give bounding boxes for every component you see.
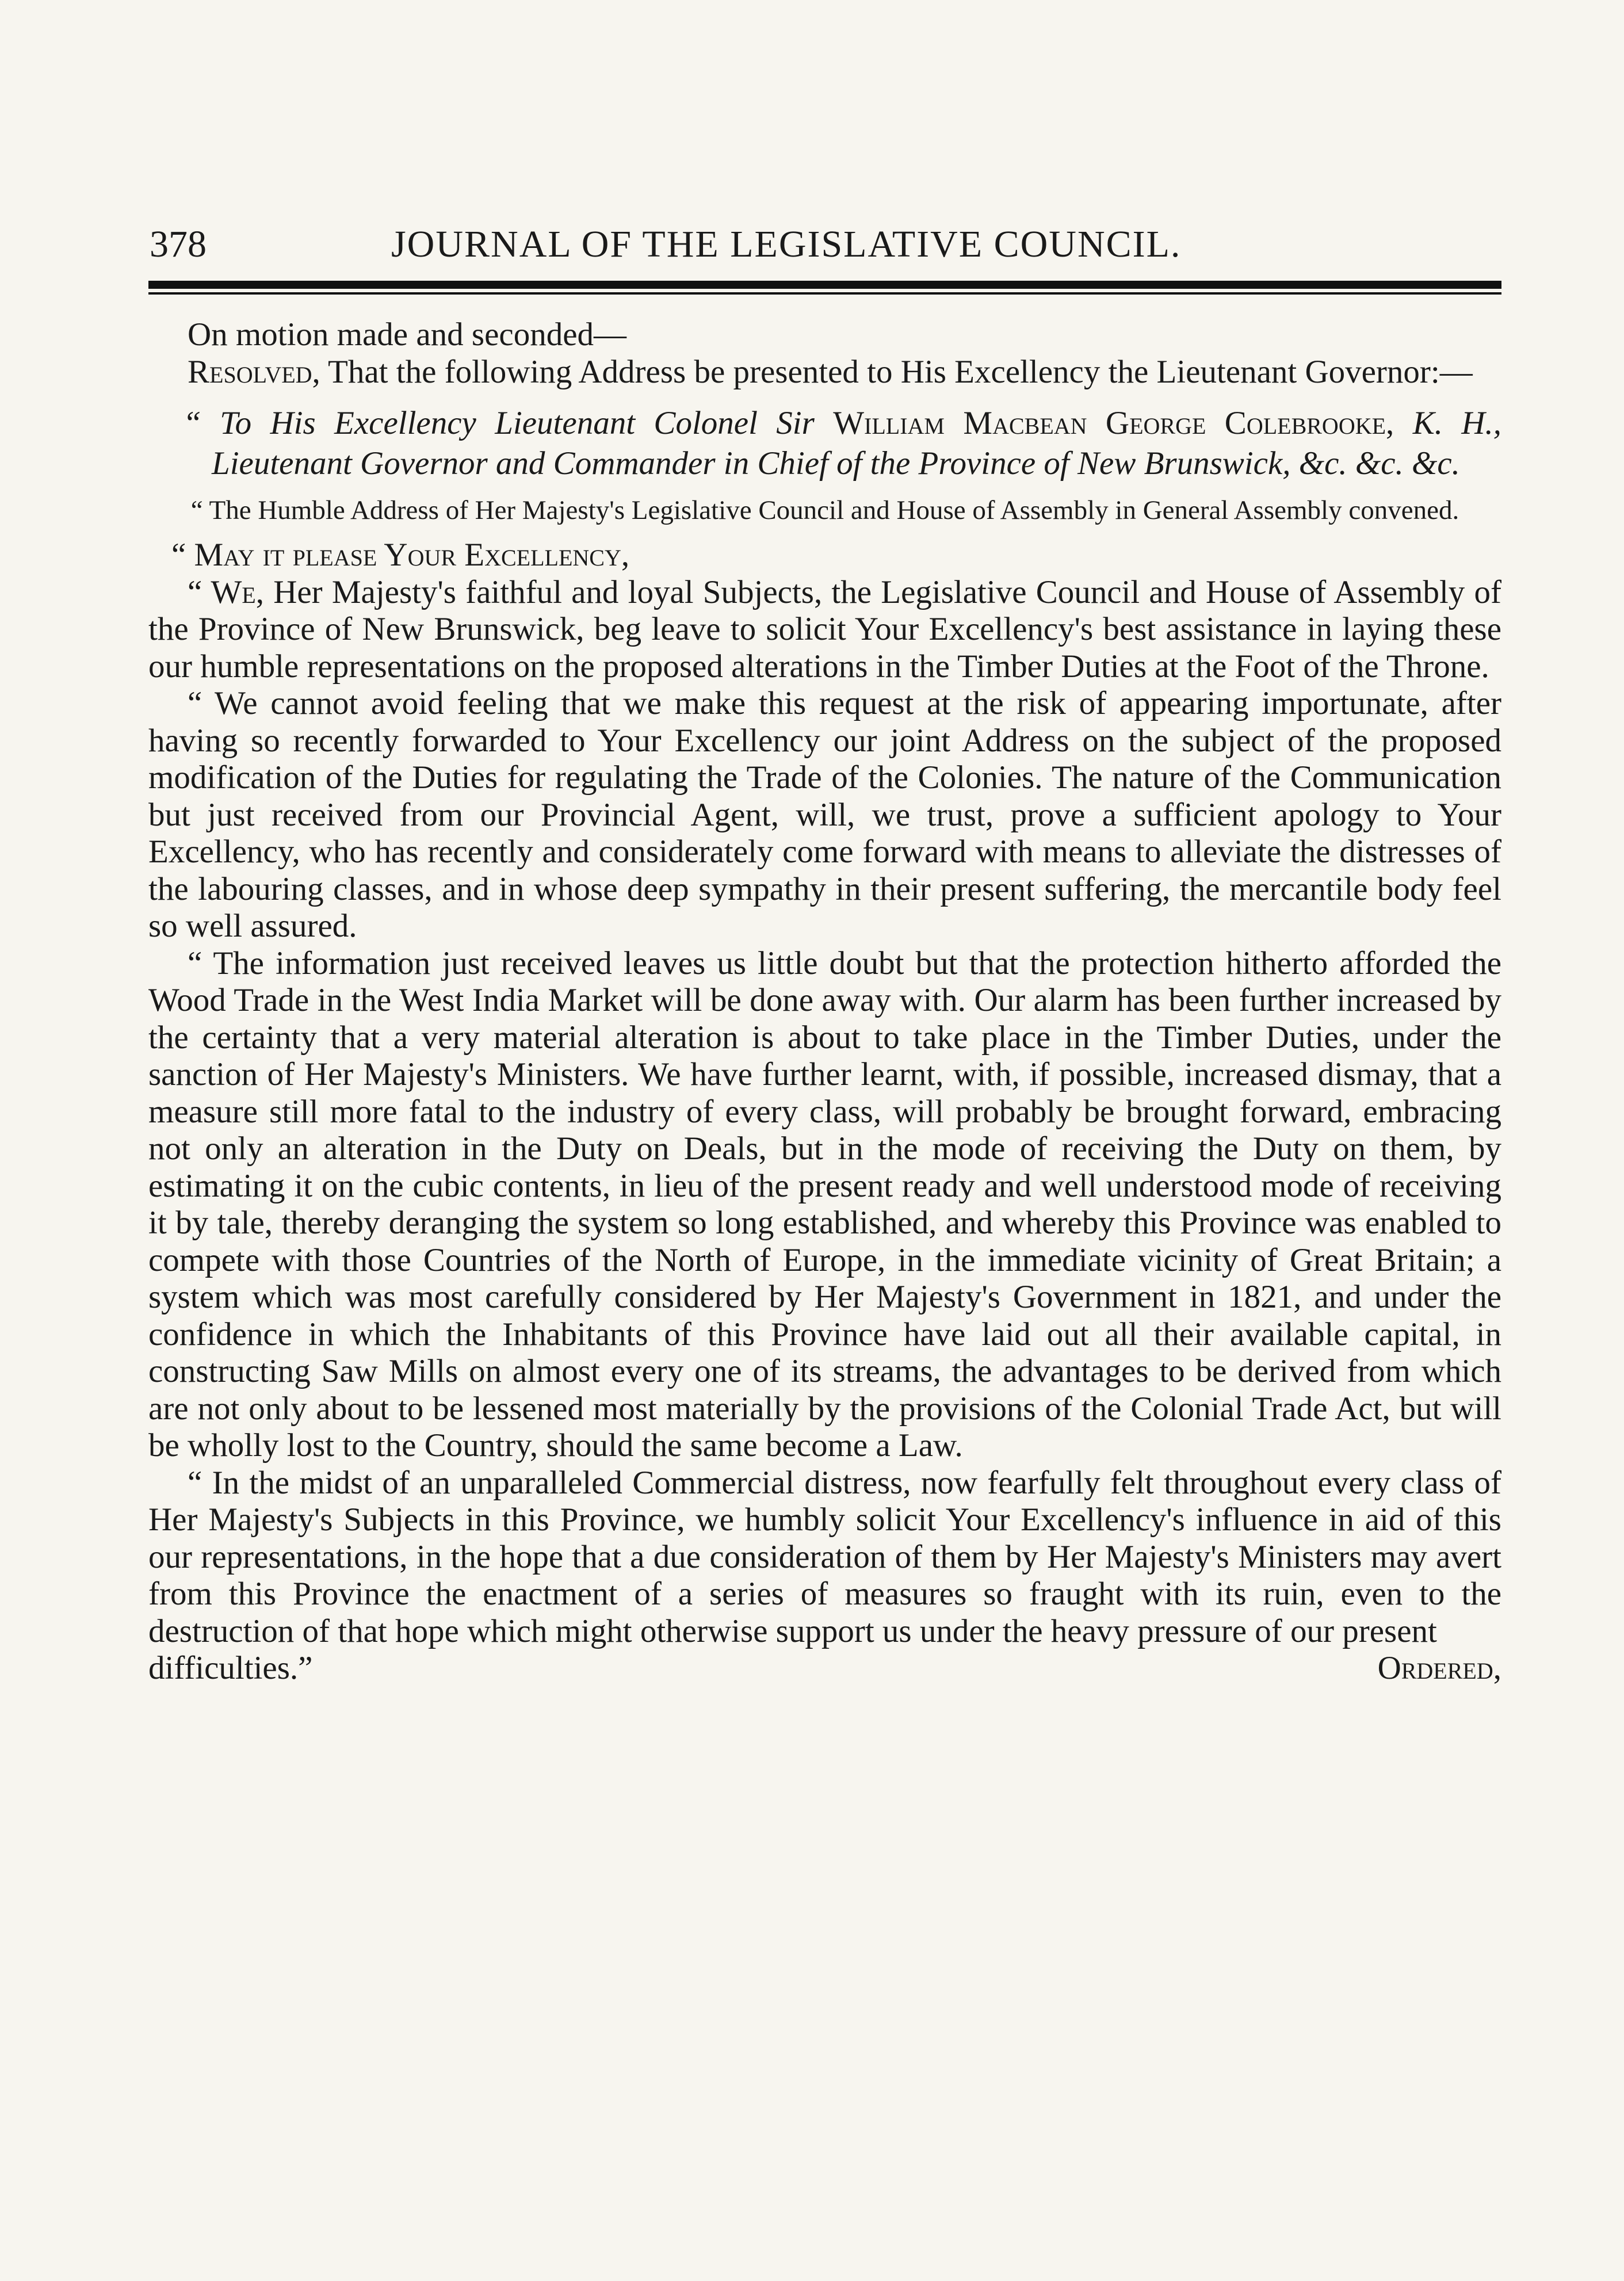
paragraph-3: “ The information just received leaves us little doubt but that the protection hitherto afforded the Wood Trade in the West India Market will be done away with. Our alarm has been further increased by the certainty that a very material alteration is about to take place in the Timber Duties, under the sanction of Her Majesty's Ministers. We have further learnt, with, if possible, increased dismay, that a measure still more fatal to the industry of every class, will probably be brought forward, embracing not only an alteration in the Duty on Deals, but in the mode of receiving the Duty on them, by estimating it on the cubic contents, in lieu of the present ready and well understood mode of receiving it by tale, thereby deranging the system so long established, and whereby this Province was enabled to compete with those Countries of the North of Europe, in the immediate vicinity of Great Britain; a system which was most carefully considered by Her Majesty's Government in 1821, and under the confidence in which the Inhabitants of this Province have laid out all their available capital, in constructing Saw Mills on almost every one of its streams, the advantages to be derived from which are not only about to be lessened most materially by the provisions of the Colonial Trade Act, but will be wholly lost to the Country, should the same become a Law. [148,945,1501,1464]
addressee-titles: K. H., Lieutenant Governor and Commander in Chief of the Province of New Brunswick, &c. &c. &c. [212,405,1502,482]
paragraph-4: “ In the midst of an unparalleled Commercial distress, now fearfully felt throughout every class of Her Majesty's Subjects in this Province, we humbly solicit Your Excellency's influence in aid of this our representations, in the hope that a due consideration of them by Her Majesty's Ministers may avert from this Province the enactment of a series of measures so fraught with its ruin, even to the destruction of that hope which might otherwise support us under the heavy pressure of our present [148,1464,1501,1649]
running-title: JOURNAL OF THE LEGISLATIVE COUNCIL. [391,223,1182,265]
catchword: Ordered, [1377,1650,1501,1686]
motion-line: On motion made and seconded— [188,316,626,353]
resolved-text: That the following Address be presented to His Excellency the Lieutenant Governor:— [328,353,1473,390]
addressee-intro: “ To His Excellency Lieutenant Colonel Sir [183,405,815,441]
paragraph-1-text: Her Majesty's faithful and loyal Subjects, the Legislative Council and House of Assembly of the Province of New Brunswick, beg leave to solicit Your Excellency's best assistance in laying these our humble representations on the proposed alterations in the Timber Duties at the Foot of the Throne. [148,574,1501,685]
resolved-label: Resolved, [188,353,320,390]
page-number: 378 [150,223,207,265]
we-label: “ We, [188,574,264,610]
resolution [148,354,1501,391]
closing-line [148,1650,1501,1687]
address-heading [148,403,1501,484]
addressee-name: William Macbean George Colebrooke, [833,405,1394,441]
header-rule-thin [148,292,1501,295]
body-text [148,316,1501,1687]
salutation: “ May it please Your Excellency, [171,537,630,573]
paragraph-4-end: difficulties.” [148,1650,313,1686]
paragraph-2: “ We cannot avoid feeling that we make this request at the risk of appearing importunate, after having so recently forwarded to Your Excellency our joint Address on the subject of the proposed modification of the Duties for regulating the Trade of the Colonies. The nature of the Communication but just received from our Provincial Agent, will, we trust, prove a sufficient apology to Your Excellency, who has recently and considerately come forward with means to alleviate the distresses of the labouring classes, and in whose deep sympathy in their present suffering, the mercantile body feel so well assured. [148,685,1501,944]
paragraph-1 [148,574,1501,686]
header-rule-thick [148,281,1501,289]
humble-address-line: “ The Humble Address of Her Majesty's Legislative Council and House of Assembly in General Assembly convened. [190,495,1459,525]
page-header [150,213,1507,276]
